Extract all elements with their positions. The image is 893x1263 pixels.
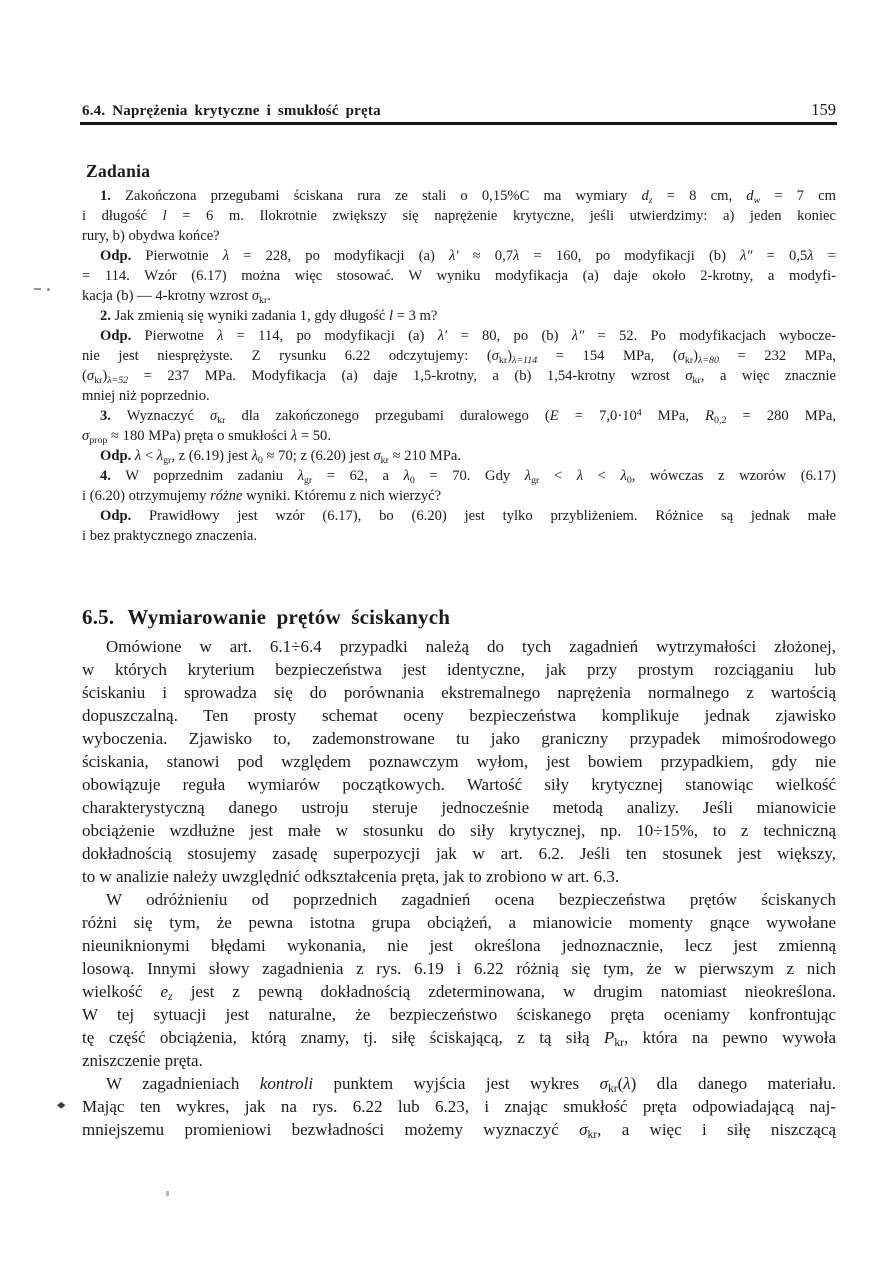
text-run: gr <box>163 454 172 466</box>
text-run: Zakończona przegubami ściskana rura ze stali o 0,15%C ma wymiary <box>110 188 642 204</box>
paragraph <box>82 446 836 466</box>
text-line <box>82 842 836 865</box>
text-line <box>82 1095 836 1118</box>
text-run: < <box>583 468 621 484</box>
text-run: P <box>603 1028 615 1047</box>
text-run: kr <box>217 414 226 426</box>
text-run: σ <box>210 408 218 424</box>
text-line <box>82 658 836 681</box>
text-run: λ <box>524 468 532 484</box>
text-run: zniszczenie pręta. <box>82 1051 203 1070</box>
text-run: , wówczas z wzorów (6.17) <box>631 468 836 484</box>
text-line <box>82 186 836 206</box>
text-run: λ″ <box>740 248 753 264</box>
text-run: σ <box>251 288 260 304</box>
paragraph <box>82 888 836 1072</box>
text-run: λ <box>217 328 224 344</box>
margin-dash-mark <box>34 288 41 290</box>
text-line <box>82 406 836 426</box>
text-run: ściskaniu i sprowadza się do porównania ekstremalnego naprężenia normalnego z wartością <box>82 683 836 702</box>
text-run: = 8 cm, <box>652 188 747 204</box>
text-run: = <box>813 248 836 264</box>
text-run: wielkość <box>82 982 161 1001</box>
text-line <box>82 934 836 957</box>
text-run: = 3 m? <box>393 308 438 324</box>
text-run: obowiązuje reguła wymiarów początkowych. Wartość siły krytycznej stanowiąc wielkość <box>82 775 836 794</box>
text-run: Odp. <box>100 248 132 264</box>
text-run: gr <box>303 474 313 486</box>
paragraph <box>82 186 836 246</box>
text-run: ≈ 70; z (6.20) jest <box>262 448 374 464</box>
text-line <box>82 346 836 366</box>
text-run: λ <box>156 448 164 464</box>
text-run: E <box>549 408 559 424</box>
text-run: λ <box>403 468 410 484</box>
text-run: kacja (b) — 4-krotny wzrost <box>82 288 252 304</box>
paragraph <box>82 406 836 446</box>
margin-dot-mark <box>47 288 50 291</box>
text-run: kontroli <box>259 1074 314 1093</box>
text-line <box>82 486 836 506</box>
text-line <box>82 773 836 796</box>
text-line <box>82 1072 836 1095</box>
section-title: Wymiarowanie prętów ściskanych <box>127 605 451 630</box>
text-run: 0 <box>257 454 263 466</box>
text-run: d <box>746 188 754 204</box>
text-line <box>82 326 836 346</box>
text-line <box>82 635 836 658</box>
text-run: = 6 m. Ilokrotnie zwiększy się naprężenie krytyczne, jeśli utwierdzimy: a) jeden koniec <box>166 208 836 224</box>
paragraph <box>82 326 836 406</box>
text-run: Pierwotne <box>131 328 218 344</box>
text-run: = 7 cm <box>760 188 836 204</box>
text-line <box>82 819 836 842</box>
text-run: σ <box>599 1074 608 1093</box>
text-run: λ′ <box>449 248 459 264</box>
text-run: kr <box>380 454 389 466</box>
text-run: l <box>388 308 394 324</box>
text-run: W zagadnieniach <box>106 1074 260 1093</box>
text-run: λ <box>290 428 298 444</box>
text-run: wyniki. Któremu z nich wierzyć? <box>242 488 442 504</box>
text-run: = 114. Wzór (6.17) można więc stosować. W wyniku modyfikacja (a) daje około 2-krotny, a modyfi- <box>82 268 836 284</box>
text-line <box>82 386 836 406</box>
text-run: to w analizie należy uwzględnić odkształcenia pręta, jak to zrobiono w art. 6.3. <box>82 867 620 886</box>
text-run: = 50. <box>297 428 332 444</box>
running-head-title: 6.4. Naprężenia krytyczne i smukłość pręta <box>82 103 381 119</box>
text-run: , z (6.19) jest <box>171 448 252 464</box>
text-line <box>82 1118 836 1141</box>
text-run: λ′ <box>437 328 448 344</box>
text-run: σ <box>491 348 499 364</box>
text-line <box>82 1026 836 1049</box>
running-head <box>82 100 836 120</box>
section-body <box>82 635 836 1141</box>
text-run: = 114, po modyfikacji (a) <box>223 328 438 344</box>
text-run: W tej sytuacji jest naturalne, że bezpieczeństwo ściskanego pręta oceniamy konfrontując <box>82 1005 836 1024</box>
exercises-heading: Zadania <box>86 160 151 181</box>
text-line <box>82 366 836 386</box>
text-run: 0 <box>409 474 415 486</box>
text-run: wyboczenia. Zjawisko to, zademonstrowane tu jako graniczny przypadek mimośrodowego <box>82 729 836 748</box>
text-run: λ <box>251 448 258 464</box>
text-run: dla zakończonego przegubami duralowego ( <box>225 408 550 424</box>
text-run: kr <box>607 1082 618 1096</box>
text-line <box>82 226 836 246</box>
text-run: 4. <box>100 468 111 484</box>
section-heading <box>82 605 450 630</box>
text-run: różne <box>210 488 243 504</box>
text-run: dopuszczalną. Ten prosty schemat oceny bezpieczeństwa komplikuje jednak zjawisko <box>82 706 836 725</box>
text-run: nie jest niesprężyste. Z rysunku 6.22 odczytujemy: ( <box>82 348 492 364</box>
text-run: σ <box>373 448 381 464</box>
text-line <box>82 286 836 306</box>
text-run: Wyznaczyć <box>110 408 211 424</box>
text-run: R <box>705 408 715 424</box>
text-run: λ=52 <box>107 374 129 386</box>
text-line <box>82 446 836 466</box>
text-line <box>82 727 836 750</box>
text-run: 3. <box>100 408 111 424</box>
text-run: σ <box>82 428 90 444</box>
text-run: jest z pewną dokładnością zdeterminowana, w drugim natomiast nieokreślona. <box>172 982 836 1001</box>
section-number: 6.5. <box>82 605 115 630</box>
text-run: nieuniknionymi błędami wykonania, nie jest określona jednoznacznie, lecz jest zmienną <box>82 936 836 955</box>
text-run: z <box>648 194 653 206</box>
text-run: obciążenie wzdłużne jest małe w stosunku do siły krytycznej, np. 10÷15%, to z techniczną <box>82 821 836 840</box>
text-run: = 7,0·10 <box>558 408 637 424</box>
paragraph <box>82 1072 836 1141</box>
text-run: kr <box>498 354 508 366</box>
text-run: 2. <box>100 308 111 324</box>
text-run: MPa, <box>641 408 706 424</box>
text-run: 4 <box>636 407 642 419</box>
text-run: i (6.20) otrzymujemy <box>82 488 211 504</box>
text-line <box>82 506 836 526</box>
text-line <box>82 1049 836 1072</box>
text-run: , a więc znacznie <box>700 368 837 384</box>
paragraph <box>82 246 836 306</box>
text-run: Jak zmienią się wyniki zadania 1, gdy długość <box>110 308 389 324</box>
text-run: z <box>168 990 173 1004</box>
text-run: gr <box>531 474 540 486</box>
text-line <box>82 750 836 773</box>
text-run: ściskania, stanowi pod względem poznawczym wyłom, jest bowiem przypadkiem, gdy nie <box>82 752 836 771</box>
text-line <box>82 1003 836 1026</box>
text-line <box>82 865 836 888</box>
text-line <box>82 704 836 727</box>
text-run: λ=114 <box>512 354 538 366</box>
text-run: różni się tym, że pewna istotna grupa obciążeń, a mianowicie momenty gnące wywołane <box>82 913 836 932</box>
text-run: Odp. <box>100 448 132 464</box>
text-run: = 280 MPa, <box>726 408 836 424</box>
text-line <box>82 980 836 1003</box>
text-run: ) <box>102 368 108 384</box>
text-run: σ <box>685 368 693 384</box>
text-run: Omówione w art. 6.1÷6.4 przypadki należą do tych zagadnień wytrzymałości złożonej, <box>106 637 836 656</box>
text-run: kr <box>684 354 694 366</box>
text-run: punktem wyjścia jest wykres <box>313 1074 600 1093</box>
text-run: λ <box>620 468 627 484</box>
text-run: 0 <box>626 474 632 486</box>
text-run: Mając ten wykres, jak na rys. 6.22 lub 6.23, i znając smukłość pręta odpowiadającą naj- <box>82 1097 836 1116</box>
text-run: = 80, po (b) <box>447 328 572 344</box>
text-line <box>82 681 836 704</box>
text-run: losową. Innymi słowy zagadnienia z rys. 6.19 i 6.22 różnią się tym, że w pierwszym z nich <box>82 959 836 978</box>
text-run: ( <box>617 1074 624 1093</box>
text-run: ≈ 210 MPa. <box>388 448 461 464</box>
text-run: d <box>641 188 649 204</box>
text-line <box>82 796 836 819</box>
text-run: ( <box>82 368 87 384</box>
text-run: = 237 MPa. Modyfikacja (a) daje 1,5-krotny, a (b) 1,54-krotny wzrost <box>128 368 686 384</box>
text-run: = 228, po modyfikacji (a) <box>229 248 449 264</box>
text-line <box>82 911 836 934</box>
text-line <box>82 426 836 446</box>
text-run: λ <box>576 468 584 484</box>
text-run: dokładnością stosujemy zasadę superpozycji jak w art. 6.2. Jeśli ten stosunek jest większy, <box>82 844 836 863</box>
text-line <box>82 466 836 486</box>
exercises-section <box>82 186 836 546</box>
text-run: e <box>160 982 169 1001</box>
text-run: Prawidłowy jest wzór (6.17), bo (6.20) jest tylko przybliżeniem. Różnice są jednak małe <box>131 508 836 524</box>
text-run: kr <box>587 1128 598 1142</box>
text-run: = 70. Gdy <box>414 468 525 484</box>
text-run: σ <box>579 1120 588 1139</box>
text-run: < <box>141 448 157 464</box>
text-run: = 154 MPa, ( <box>537 348 678 364</box>
text-line <box>82 888 836 911</box>
text-run: λ <box>297 468 304 484</box>
text-run: l <box>162 208 167 224</box>
text-run: tę część obciążenia, którą znamy, tj. siłę ściskającą, z tą siłą <box>82 1028 604 1047</box>
text-run: σ <box>677 348 685 364</box>
text-run: λ <box>513 248 520 264</box>
text-run: W poprzednim zadaniu <box>110 468 298 484</box>
text-run: i bez praktycznego znaczenia. <box>82 528 258 544</box>
text-run: = 232 MPa, <box>718 348 836 364</box>
text-run: , która na pewno wywoła <box>623 1028 836 1047</box>
text-run: ) <box>693 348 699 364</box>
text-run: ) <box>507 348 513 364</box>
text-run: charakterystyczną danego ustroju steruje jednocześnie metodą analizy. Jeśli mianowicie <box>82 798 836 817</box>
paragraph <box>82 306 836 326</box>
text-run: = 0,5 <box>752 248 808 264</box>
text-run: rury, b) obydwa końce? <box>82 228 220 244</box>
text-run: λ <box>807 248 814 264</box>
paragraph <box>82 506 836 546</box>
text-run: ) dla danego materiału. <box>630 1074 836 1093</box>
text-run: λ <box>134 448 142 464</box>
text-run: , a więc i siłę niszczącą <box>597 1120 837 1139</box>
text-run: ≈ 0,7 <box>458 248 514 264</box>
page-number: 159 <box>811 100 836 119</box>
text-run: i długość <box>82 208 163 224</box>
scan-speck <box>166 1191 169 1196</box>
text-run: kr <box>692 374 701 386</box>
text-line <box>82 957 836 980</box>
text-run: w których kryterium bezpieczeństwa jest identyczne, jak przy prostym rozciąganiu lub <box>82 660 836 679</box>
text-run: kr <box>614 1036 624 1050</box>
text-run: kr <box>94 374 103 386</box>
margin-diamond-mark: ◆ <box>57 1099 66 1110</box>
text-run: = 52. Po modyfikacjach wybocze- <box>584 328 836 344</box>
text-line <box>82 306 836 326</box>
text-run: W odróżnieniu od poprzednich zagadnień ocena bezpieczeństwa prętów ściskanych <box>106 890 836 909</box>
text-run: mniejszemu promieniowi bezwładności możemy wyznaczyć <box>82 1120 580 1139</box>
header-rule <box>80 122 837 125</box>
text-run: < <box>539 468 577 484</box>
text-run: Odp. <box>100 508 132 524</box>
text-run: mniej niż poprzednio. <box>82 388 210 404</box>
text-line <box>82 266 836 286</box>
text-run: Pierwotnie <box>131 248 223 264</box>
text-run: 1. <box>100 188 111 204</box>
paragraph <box>82 635 836 888</box>
text-run: kr <box>259 294 268 306</box>
text-run: λ=80 <box>698 354 719 366</box>
paragraph <box>82 466 836 506</box>
text-run: σ <box>86 368 95 384</box>
text-run: . <box>267 288 271 304</box>
text-line <box>82 526 836 546</box>
text-run: λ <box>222 248 230 264</box>
text-run: λ″ <box>571 328 585 344</box>
text-run: 0,2 <box>714 414 727 426</box>
text-run: ≈ 180 MPa) pręta o smukłości <box>107 428 291 444</box>
text-run: λ <box>623 1074 631 1093</box>
text-line <box>82 246 836 266</box>
text-run: Odp. <box>100 328 132 344</box>
text-run: prop <box>89 434 108 446</box>
text-run: = 160, po modyfikacji (b) <box>519 248 741 264</box>
text-line <box>82 206 836 226</box>
text-run: w <box>753 194 761 206</box>
text-run: = 62, a <box>312 468 404 484</box>
